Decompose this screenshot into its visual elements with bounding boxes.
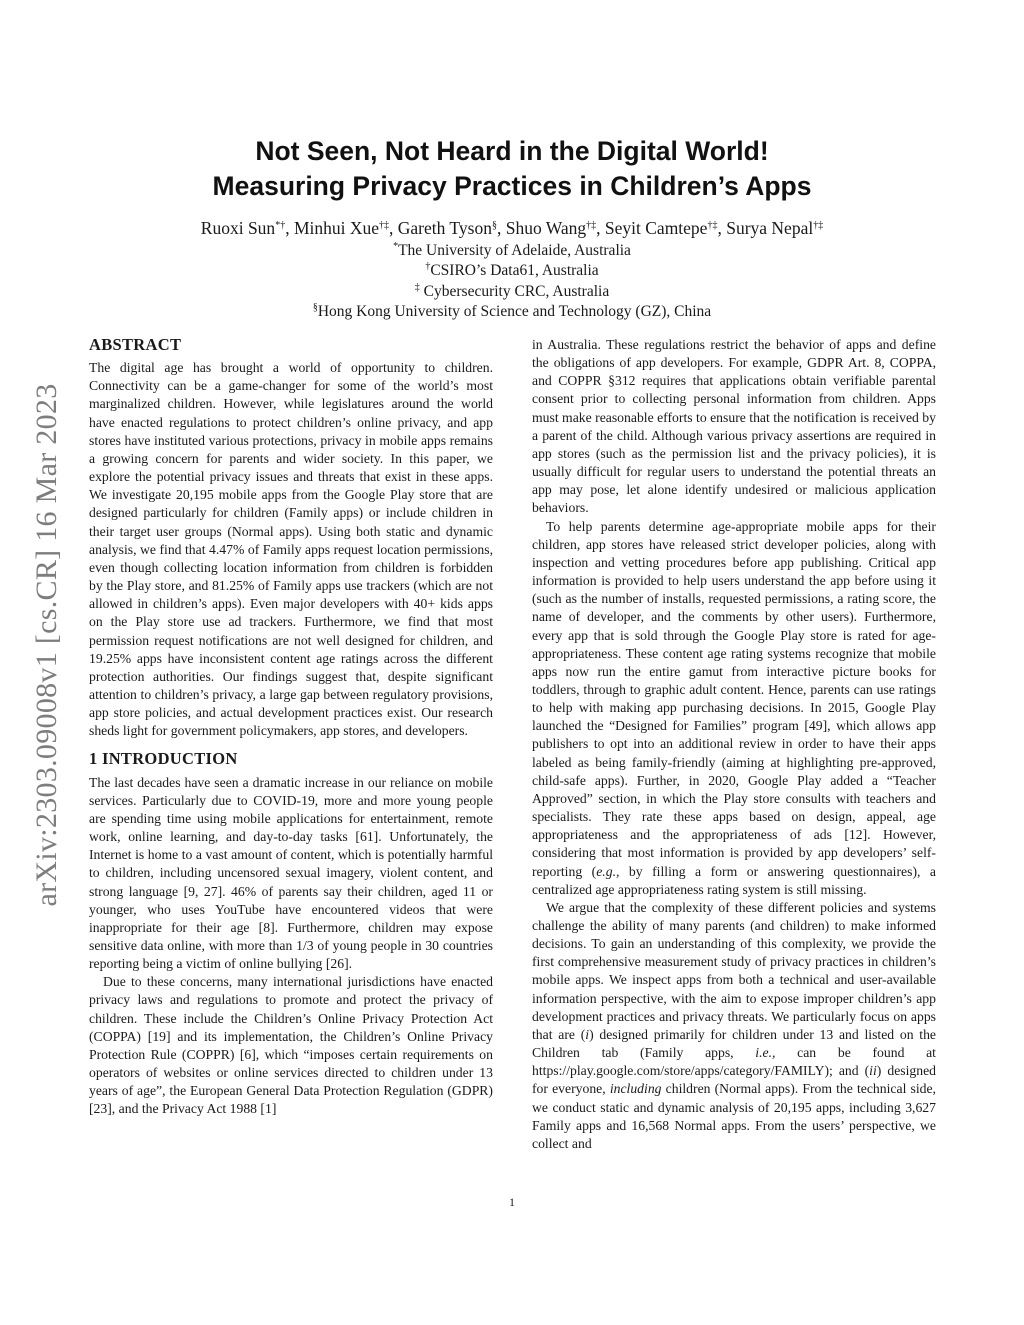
author-name: Gareth Tyson <box>397 218 492 238</box>
paragraph-text: ) designed for everyone, <box>532 1063 936 1097</box>
emphasis-ii: ii <box>869 1063 877 1079</box>
affiliation <box>0 282 1024 302</box>
affiliation <box>0 302 1024 322</box>
paragraph-text: by filling a form or answering questionnaires), a centralized age appropriateness rating system is still missing. <box>532 863 936 897</box>
abstract-heading: ABSTRACT <box>89 335 182 354</box>
author-name: Surya Nepal <box>726 218 814 238</box>
affiliation <box>0 261 1024 281</box>
emphasis-i: i <box>585 1026 590 1042</box>
author-mark: †‡ <box>586 220 597 231</box>
affiliation-text: Cybersecurity CRC, Australia <box>419 282 610 300</box>
affiliation-mark: † <box>425 261 431 273</box>
paragraph-text: ) designed primarily for children under 13 and listed on the Children tab (Family apps, <box>532 1026 936 1061</box>
intro-paragraph-2: Due to these concerns, many international jurisdictions have enacted privacy laws and regulations to promote and protect the privacy of children. These include the Children’s Online Privacy Protection Act (COPPA) [19] and its implementation, the Children’s Online Privacy Protection Rule (COPPR) [6], which “imposes certain requirements on operators of websites or online services directed to children under 13 years of age”, the European General Data Protection Regulation (GDPR) [23], and the Privacy Act 1988 [1] <box>89 974 493 1117</box>
page-number: 1 <box>509 1195 515 1209</box>
affiliation-text: The University of Adelaide, Australia <box>398 242 631 259</box>
author-name: Minhui Xue <box>293 218 380 238</box>
title-line-2: Measuring Privacy Practices in Children’s Apps <box>212 171 812 201</box>
author-list: Ruoxi Sun*†, Minhui Xue†‡, Gareth Tyson§, Shuo Wang†‡, Seyit Camtepe†‡, Surya Nepal†‡ <box>200 218 824 238</box>
affiliation-mark: * <box>393 241 399 252</box>
author-name: Seyit Camtepe <box>604 218 708 238</box>
affiliation-mark: § <box>312 301 318 313</box>
arxiv-stamp <box>22 345 72 945</box>
intro-heading: 1 INTRODUCTION <box>89 749 238 769</box>
affiliation-text: CSIRO’s Data61, Australia <box>430 262 599 280</box>
emphasis-eg: e.g., <box>596 863 620 879</box>
author-name: Ruoxi Sun <box>200 218 276 238</box>
right-paragraph-2 <box>532 518 936 899</box>
right-paragraph-1: in Australia. These regulations restrict the behavior of apps and define the obligations of app developers. For example, GDPR Art. 8, COPPA, and COPPR §312 requires that applications obtain verifiable parental consent prior to collecting personal information from children. Apps must make reasonable efforts to ensure that the notification is received by a parent of the child. Although various privacy assertions are required in app stores (such as the permission list and the privacy policies), it is usually difficult for regular users to understand the potential threats an app may pose, let alone identify undesired or malicious application behaviors. <box>532 337 936 516</box>
emphasis-including: including <box>609 1081 662 1097</box>
author-mark: § <box>491 220 497 231</box>
right-paragraph-3 <box>532 899 936 1153</box>
paragraph-text: We argue that the complexity of these different policies and systems challenge the ability of many parents (and children) to make informed decisions. To gain an understanding of this complexity, we provide the first comprehensive measurement study of privacy practices in children’s mobile apps. We inspect apps from both a technical and user-available information perspective, with the aim to expose improper children’s app development practices and privacy threats. We particularly focus on apps that are ( <box>532 899 936 1042</box>
emphasis-ie: i.e., <box>755 1045 776 1061</box>
paragraph-text: children (Normal apps). From the technical side, we conduct static and dynamic analysis of 20,195 apps, including 3,627 Family apps and 16,568 Normal apps. From the users’ perspective, we collect and <box>532 1081 936 1151</box>
arxiv-stamp-text: arXiv:2303.09008v1 [cs.CR] 16 Mar 2023 <box>30 383 63 907</box>
affiliation <box>0 241 1024 261</box>
paper-title <box>0 134 1024 204</box>
author-mark: *† <box>275 220 286 231</box>
paragraph-text: To help parents determine age-appropriate mobile apps for their children, app stores have released strict developer policies, along with inspection and vetting procedures before app publishing. Critical app information is provided to help users understand the app before using it (such as the number of installs, requested permissions, a rating score, the name of developer, and the comments by other users). Furthermore, every app that is sold through the Google Play store is rated for age-appropriateness. These content age rating systems recognize that mobile apps now run the entire gamut from interactive picture books for toddlers, through to graphic adult content. Hence, parents can use ratings to help with making app purchasing decisions. In 2015, Google Play launched the “Designed for Families” program [49], which allows app publishers to opt into an additional review in order to have their apps labeled as being family-friendly (aiming at highlighting pre-approved, child-safe apps). Further, in 2020, Google Play added a “Teacher Approved” section, in which the Play store consults with teachers and specialists. They rate these apps based on design, appeal, age appropriateness and the appropriateness of ads [12]. However, considering that most information is provided by app developers’ self-reporting ( <box>532 518 936 879</box>
left-column <box>89 336 493 1119</box>
abstract-text: The digital age has brought a world of opportunity to children. Connectivity can be a game-changer for some of the world’s most marginalized children. However, while legislatures around the world have enacted regulations to protect children’s online privacy, and app stores have instituted various protections, privacy in mobile apps remains a growing concern for parents and wider society. In this paper, we explore the potential privacy issues and threats that exist in these apps. We investigate 20,195 mobile apps from the Google Play store that are designed particularly for children (Family apps) or include children in their target user groups (Normal apps). Using both static and dynamic analysis, we find that 4.47% of Family apps request location permissions, even though collecting location information from children is forbidden by the Play store, and 81.25% of Family apps use trackers (which are not allowed in children’s apps). Even major developers with 40+ kids apps on the Play store use ad trackers. Furthermore, we find that most permission request notifications are not well designed for children, and 19.25% apps have inconsistent content age ratings across the different protection authorities. Our findings suggest that, despite significant attention to children’s privacy, a large gap between regulatory provisions, app store policies, and actual development practices exist. Our research sheds light for government policymakers, app stores, and developers. <box>89 360 493 739</box>
title-line-1: Not Seen, Not Heard in the Digital World! <box>255 136 769 166</box>
affiliation-list <box>0 241 1024 322</box>
author-mark: †‡ <box>379 220 390 231</box>
intro-paragraph-1: The last decades have seen a dramatic increase in our reliance on mobile services. Particularly due to COVID-19, more and more young people are spending time using mobile applications for entertainment, remote work, online learning, and day-to-day tasks [61]. Unfortunately, the Internet is home to a vast amount of content, which is potentially harmful to children, including uncensored sexual imagery, violent content, and strong language [9, 27]. 46% of parents say their children, aged 11 or younger, who uses YouTube have encountered videos that were inappropriate for their age [8]. Furthermore, children may expose sensitive data online, with more than 1/3 of young people in 30 countries reporting being a victim of online bullying [26]. <box>89 774 493 972</box>
affiliation-text: Hong Kong University of Science and Technology (GZ), China <box>317 302 712 320</box>
author-mark: †‡ <box>813 220 824 231</box>
paragraph-text: can be found at https://play.google.com/store/apps/category/FAMILY); and ( <box>532 1045 936 1079</box>
author-name: Shuo Wang <box>505 218 587 238</box>
author-mark: †‡ <box>707 220 718 231</box>
right-column <box>532 336 936 1153</box>
affiliation-mark: ‡ <box>414 281 420 293</box>
